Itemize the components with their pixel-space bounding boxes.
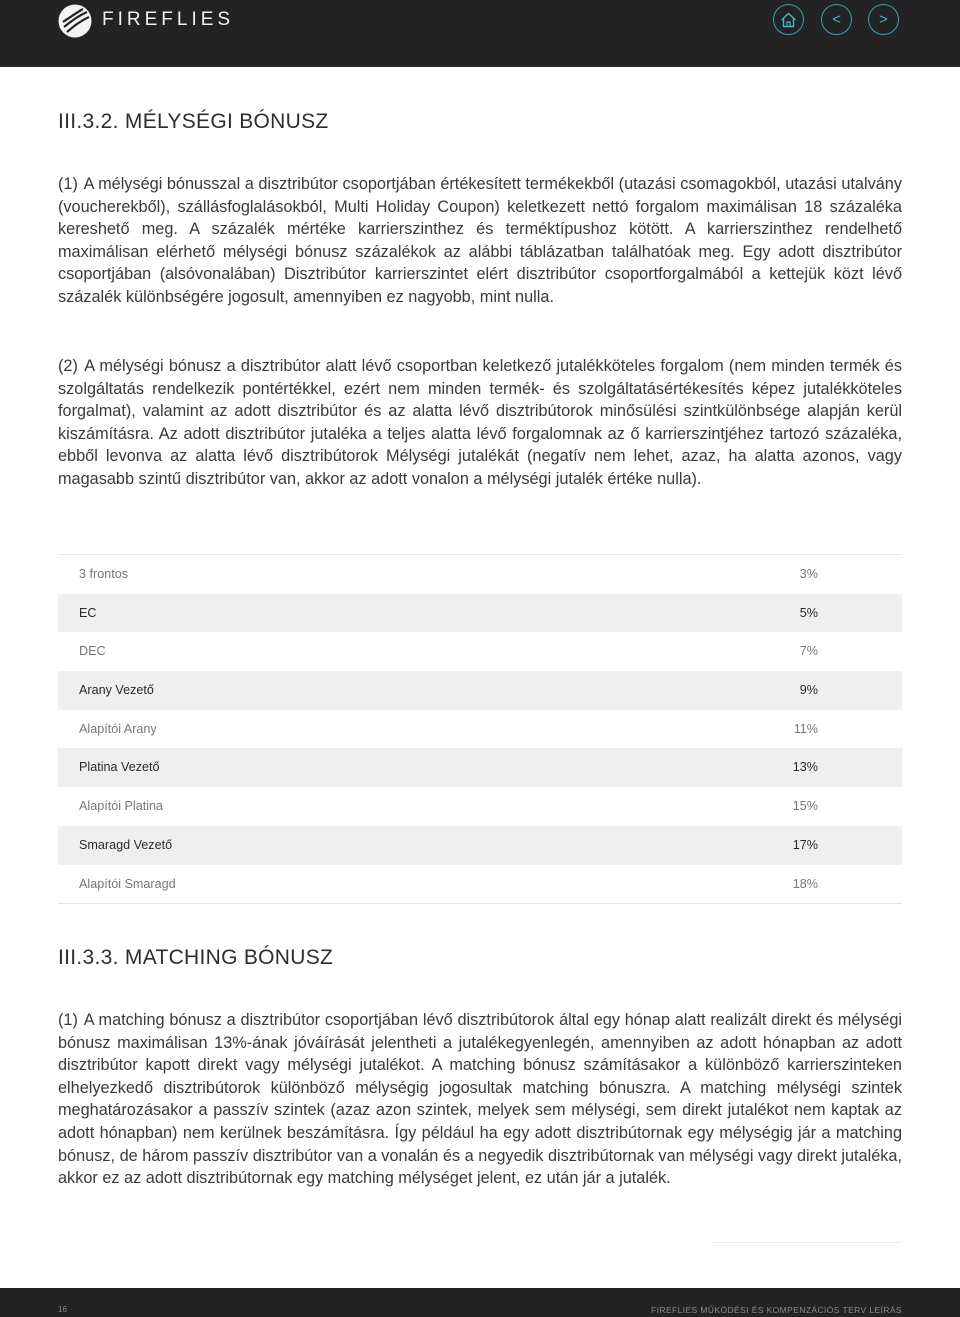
career-level: Alapítói Arany xyxy=(79,721,157,736)
career-level: 3 frontos xyxy=(79,567,129,581)
bonus-percent: 18% xyxy=(792,876,818,891)
bonus-percent: 3% xyxy=(799,567,818,581)
brand-name: FIREFLIES xyxy=(102,9,235,30)
next-label: > xyxy=(879,11,888,28)
top-bar xyxy=(0,0,960,67)
document-title: FIREFLIES MŰKÖDÉSI ÉS KOMPENZÁCIÓS TERV LEÍRÁS xyxy=(651,1305,902,1315)
paragraph-number: (1) xyxy=(58,175,78,193)
bonus-percent: 5% xyxy=(799,605,818,620)
table-row xyxy=(58,748,902,787)
table-row xyxy=(58,594,902,633)
paragraph-text: A matching bónusz a disztribútor csoportjában lévő disztribútorok által egy hónap alatt realizált direkt és mélységi bónusz maximálisan 13%-ának jóváírását jelentheti a jutalékegyenlegén, amennyiben az adott hónapban az adott disztribútor kapott direkt vagy mélységi jutalékot. A matching bónusz számításakor a különböző karrierszinteken elhelyezkedő disztribútorok különböző mélységig jogosultak matching bónuszra. A matching mélységi szintek meghatározásakor a passzív szintek (azaz azon szintek, melyek sem mélységi, sem direkt jutalékot nem kaptak az adott hónapban) nem kerülnek beszámításra. Így például ha egy adott disztribútornak egy mélységig jár a matching bónusz, de három passzív disztribútor van a vonalán és a negyedik disztribútornak van mélységi vagy direkt jutaléka, akkor ez az adott disztribútornak egy matching mélységet jelent, ez után jár a jutalék. xyxy=(58,1011,902,1188)
bonus-percent: 13% xyxy=(792,760,818,775)
career-level: Smaragd Vezető xyxy=(79,837,173,852)
table-row xyxy=(58,787,902,826)
next-page-button[interactable] xyxy=(868,4,899,35)
table-row xyxy=(58,710,902,749)
table-row xyxy=(58,865,902,904)
home-icon xyxy=(780,12,797,28)
page-number: 16 xyxy=(58,1305,67,1314)
previous-page-button[interactable] xyxy=(821,4,852,35)
home-button[interactable] xyxy=(773,4,804,35)
career-level: Alapítói Platina xyxy=(79,799,164,814)
section-title-matching-bonusz: III.3.3. MATCHING BÓNUSZ xyxy=(58,946,334,969)
paragraph-number: (1) xyxy=(58,1011,78,1029)
career-level: DEC xyxy=(79,644,106,659)
table-row xyxy=(58,555,902,594)
paragraph-melysegi-2 xyxy=(58,355,902,491)
fireflies-logo-icon xyxy=(58,4,92,38)
career-level: Alapítói Smaragd xyxy=(79,876,176,891)
paragraph-text: A mélységi bónusszal a disztribútor csoportjában értékesített termékekből (utazási csomagokból, utazási utalvány (voucherekből), szállásfoglalásokból, Multi Holiday Coupon) keletkezett nettó forgalom maximálisan 18 százaléka kereshető meg. A százalék mértéke karrierszinthez és terméktípushoz kötött. A karrierszinthez rendelhető maximálisan elérhető mélységi bónusz százalékok az alábbi táblázatban találhatóak meg. Egy adott disztribútor csoportjában (alsóvonalában) Disztribútor karrierszintet elért disztribútor csoportforgalmából a kettejük közt lévő százalék különbségére jogosult, amennyiben ez nagyobb, mint nulla. xyxy=(58,175,902,306)
bonus-percent: 11% xyxy=(793,721,818,736)
table-row xyxy=(58,826,902,865)
bonus-percent: 7% xyxy=(799,644,818,659)
section-title-melysegi-bonusz: III.3.2. MÉLYSÉGI BÓNUSZ xyxy=(58,110,329,133)
bonus-percentage-table xyxy=(58,554,902,904)
table-row xyxy=(58,671,902,710)
previous-label: < xyxy=(832,11,841,28)
paragraph-melysegi-1 xyxy=(58,173,902,309)
table-row xyxy=(58,632,902,671)
career-level: Arany Vezető xyxy=(79,683,154,698)
career-level: EC xyxy=(79,605,97,620)
paragraph-matching-1 xyxy=(58,1009,902,1190)
bonus-percent: 9% xyxy=(799,683,818,698)
career-level: Platina Vezető xyxy=(79,760,160,775)
paragraph-number: (2) xyxy=(58,357,78,375)
footer-bar xyxy=(0,1288,960,1317)
bonus-percent: 17% xyxy=(792,837,818,852)
paragraph-text: A mélységi bónusz a disztribútor alatt lévő csoportban keletkező jutalékköteles forgalom (nem minden termék és szolgáltatás rendelkezik pontértékkel, ezért nem minden termék- és szolgáltatásértékesítés képez jutalékköteles forgalmat), valamint az adott disztribútor és az alatta lévő disztribútorok minősülési szintkülönbsége alapján kerül kiszámításra. Az adott disztribútor jutaléka a teljes alatta lévő forgalomnak az ő karrierszintjéhez tartozó százaléka, ebből levonva az alatta lévő disztribútorok Mélységi jutalékát (negatív nem lehet, azaz, ha alatta azonos, vagy magasabb szintű disztribútor van, akkor az adott vonalon a mélységi jutalék értéke nulla). xyxy=(58,357,903,488)
divider xyxy=(711,1242,902,1243)
bonus-percent: 15% xyxy=(792,799,818,814)
